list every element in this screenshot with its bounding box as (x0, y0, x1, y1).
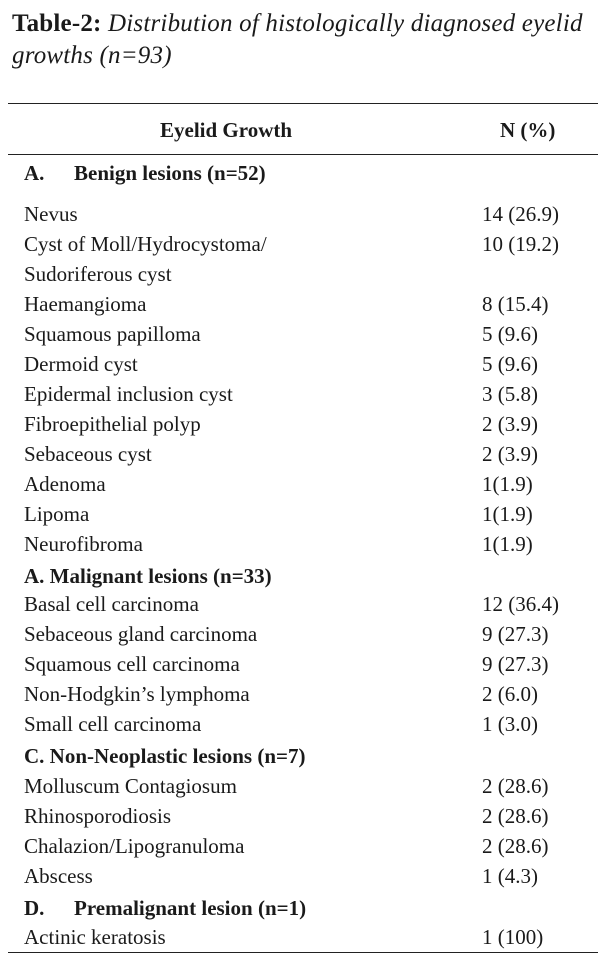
row-name: Rhinosporodiosis (24, 804, 172, 828)
top-rule (8, 103, 598, 104)
table-row (0, 381, 606, 411)
table-row (0, 531, 606, 561)
row-name: Neurofibroma (24, 532, 143, 556)
header-rule (8, 154, 598, 155)
row-name: Sebaceous gland carcinoma (24, 622, 258, 646)
row-name: Sudoriferous cyst (24, 262, 172, 286)
row-value: 1 (3.0) (482, 712, 538, 736)
row-name: Small cell carcinoma (24, 712, 202, 736)
header-n-percent: N (%) (500, 118, 556, 142)
caption-text: Distribution of histologically diagnosed eyelid growths (n=93) (12, 10, 583, 69)
row-value: 2 (3.9) (482, 412, 538, 436)
row-value: 12 (36.4) (482, 592, 559, 616)
table-row (0, 591, 606, 621)
row-name: Molluscum Contagiosum (24, 774, 237, 798)
row-name: Squamous cell carcinoma (24, 652, 240, 676)
table-row (0, 201, 606, 231)
row-value: 1 (100) (482, 925, 544, 949)
section-header (0, 743, 606, 773)
row-value: 2 (28.6) (482, 774, 549, 798)
header-eyelid-growth: Eyelid Growth (160, 118, 293, 142)
row-value: 2 (3.9) (482, 442, 538, 466)
table-row (0, 833, 606, 863)
row-value: 2 (28.6) (482, 804, 549, 828)
table-row (0, 501, 606, 531)
row-value: 9 (27.3) (482, 652, 549, 676)
row-name: Haemangioma (24, 292, 147, 316)
section-title (24, 895, 306, 921)
table-row (0, 471, 606, 501)
table-row (0, 711, 606, 741)
row-value: 1(1.9) (482, 532, 533, 556)
table-row (0, 863, 606, 893)
row-name: Squamous papilloma (24, 322, 201, 346)
table-row (0, 924, 606, 954)
table-row (0, 441, 606, 471)
section-header (0, 160, 606, 190)
row-name: Fibroepithelial polyp (24, 412, 201, 436)
row-name: Sebaceous cyst (24, 442, 152, 466)
row-value: 8 (15.4) (482, 292, 549, 316)
table-row (0, 773, 606, 803)
row-name: Nevus (24, 202, 78, 226)
row-value: 9 (27.3) (482, 622, 549, 646)
table-row (0, 803, 606, 833)
row-value: 2 (28.6) (482, 834, 549, 858)
row-name: Abscess (24, 864, 93, 888)
row-name: Adenoma (24, 472, 106, 496)
table-row (0, 681, 606, 711)
section-letter: A. (24, 161, 45, 185)
section-header (0, 563, 606, 593)
row-value: 5 (9.6) (482, 352, 538, 376)
section-title-text: Premalignant lesion (n=1) (74, 896, 307, 920)
row-name: Non-Hodgkin’s lymphoma (24, 682, 250, 706)
row-name: Basal cell carcinoma (24, 592, 199, 616)
row-name: Actinic keratosis (24, 925, 166, 949)
section-title (24, 160, 266, 186)
row-value: 10 (19.2) (482, 232, 559, 256)
row-name: Cyst of Moll/Hydrocystoma/ (24, 232, 267, 256)
caption-label: Table-2: (12, 10, 102, 37)
row-value: 1 (4.3) (482, 864, 538, 888)
section-header (0, 895, 606, 925)
section-title-text: Benign lesions (n=52) (74, 161, 266, 185)
table-caption (12, 8, 602, 72)
row-name: Chalazion/Lipogranuloma (24, 834, 245, 858)
table-row (0, 291, 606, 321)
row-name: Dermoid cyst (24, 352, 138, 376)
table-row (0, 231, 606, 261)
row-value: 1(1.9) (482, 502, 533, 526)
table-row (0, 351, 606, 381)
row-value: 2 (6.0) (482, 682, 538, 706)
table-row (0, 651, 606, 681)
row-name: Lipoma (24, 502, 90, 526)
row-name: Epidermal inclusion cyst (24, 382, 233, 406)
bottom-rule (8, 952, 598, 953)
table-row (0, 261, 606, 291)
section-title: A. Malignant lesions (n=33) (24, 564, 272, 588)
section-title: C. Non-Neoplastic lesions (n=7) (24, 744, 306, 768)
row-value: 1(1.9) (482, 472, 533, 496)
row-value: 3 (5.8) (482, 382, 538, 406)
table-row (0, 621, 606, 651)
section-letter: D. (24, 896, 45, 920)
table-row (0, 321, 606, 351)
row-value: 14 (26.9) (482, 202, 559, 226)
row-value: 5 (9.6) (482, 322, 538, 346)
table-row (0, 411, 606, 441)
